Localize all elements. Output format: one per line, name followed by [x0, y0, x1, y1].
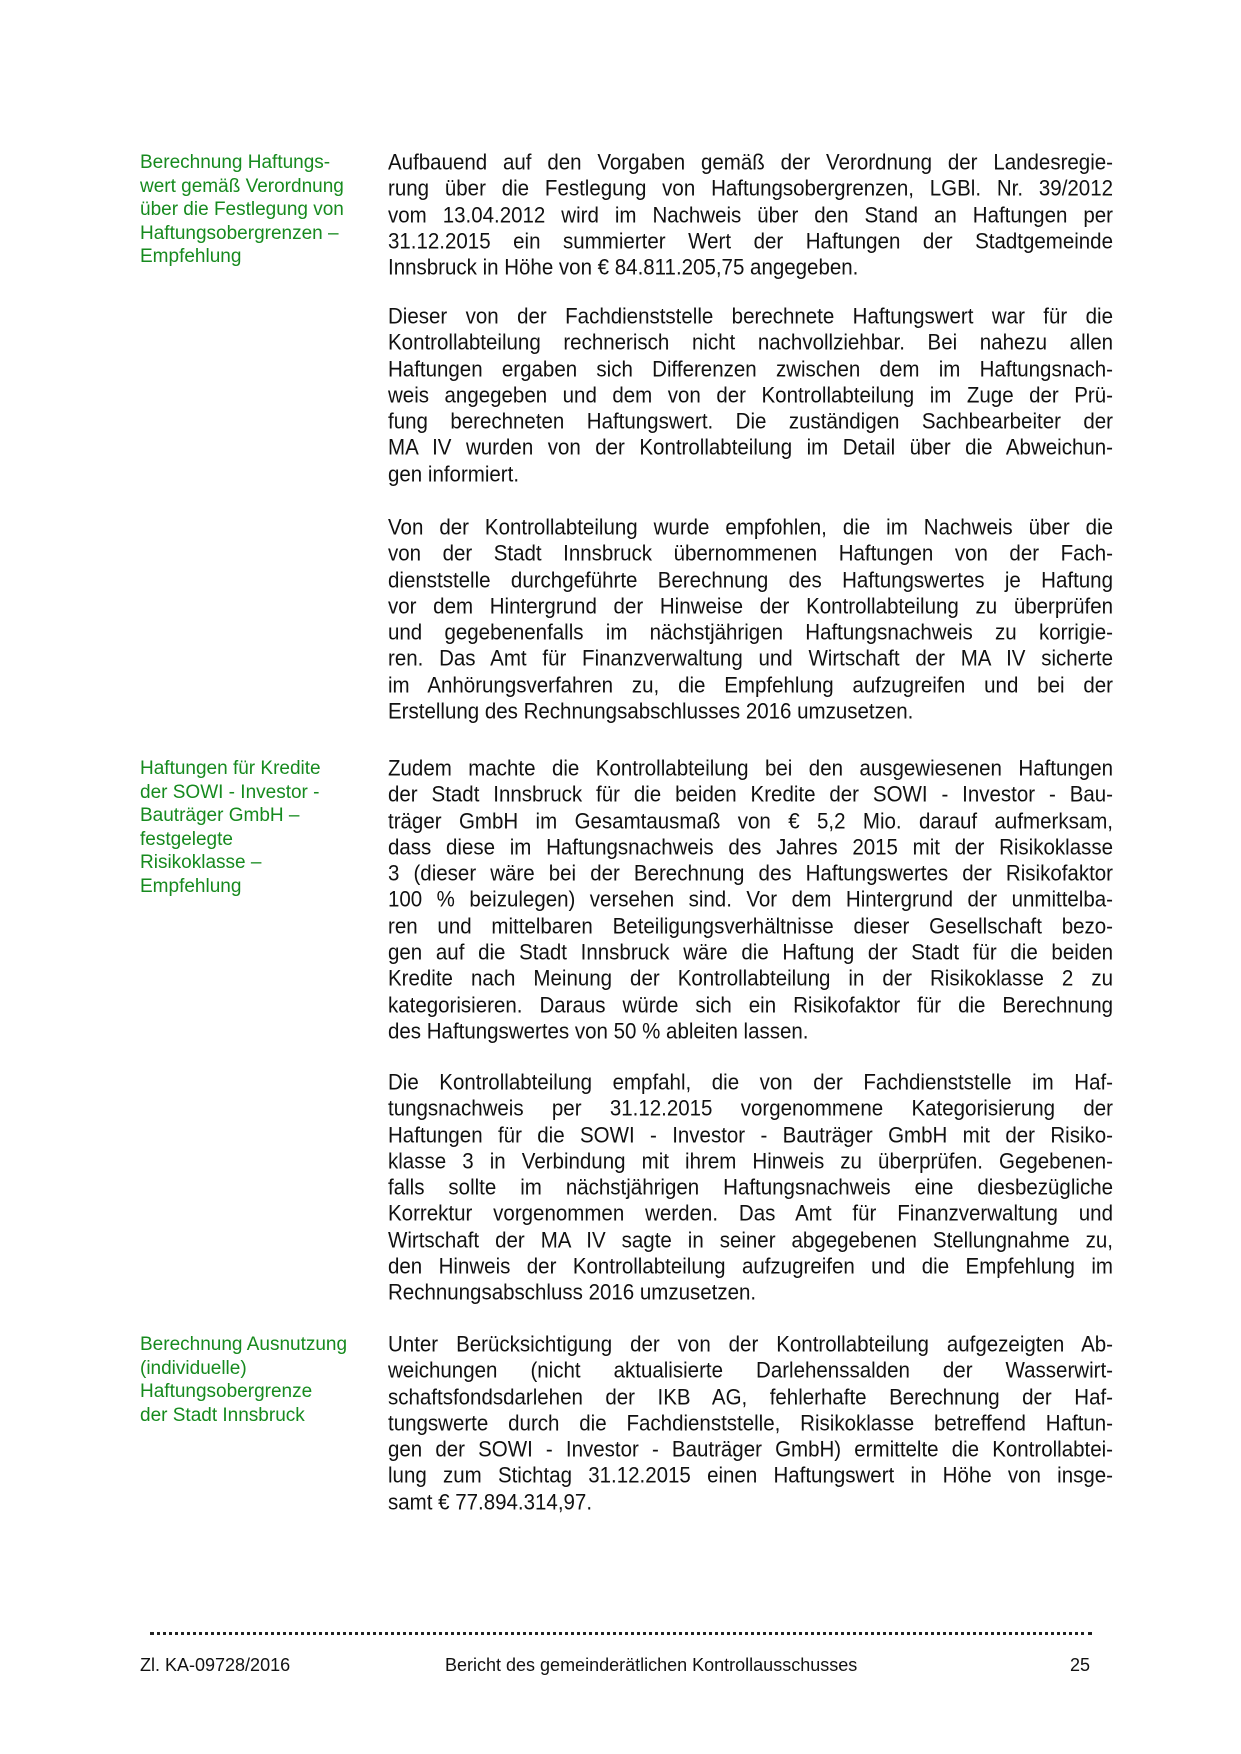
side-heading-line: über die Festlegung von: [140, 199, 344, 220]
side-heading-line: Haftungen für Kredite: [140, 758, 321, 779]
paragraph-line: falls sollte im nächstjährigen Haftungsnachweis eine diesbezügliche: [388, 1175, 1113, 1201]
paragraph-line: und gegebenenfalls im nächstjährigen Haftungsnachweis zu korrigie-: [388, 620, 1113, 646]
paragraph-line: MA IV wurden von der Kontrollabteilung im Detail über die Abweichun-: [388, 435, 1113, 461]
side-heading-line: Haftungsobergrenze: [140, 1381, 313, 1402]
side-heading: [140, 151, 380, 269]
paragraph-line: 31.12.2015 ein summierter Wert der Haftungen der Stadtgemeinde: [388, 228, 1113, 254]
footer-divider: [150, 1628, 1092, 1635]
paragraph-line: ren und mittelbaren Beteiligungsverhältnisse dieser Gesellschaft bezo-: [388, 913, 1113, 939]
paragraph-line: weichungen (nicht aktualisierte Darlehenssalden der Wasserwirt-: [388, 1358, 1113, 1384]
side-heading-line: Risikoklasse –: [140, 852, 262, 873]
paragraph-line: vor dem Hintergrund der Hinweise der Kontrollabteilung zu überprüfen: [388, 593, 1113, 619]
side-heading-line: Bauträger GmbH –: [140, 805, 300, 826]
side-heading: [140, 757, 380, 898]
paragraph-line: Unter Berücksichtigung der von der Kontrollabteilung aufgezeigten Ab-: [388, 1331, 1113, 1357]
footer-title: Bericht des gemeinderätlichen Kontrollausschusses: [445, 1655, 858, 1675]
paragraph-line: den Hinweis der Kontrollabteilung aufzugreifen und die Empfehlung im: [388, 1254, 1113, 1279]
paragraph-line: dienststelle durchgeführte Berechnung des Haftungswertes je Haftung: [388, 567, 1113, 593]
paragraph-line: Kredite nach Meinung der Kontrollabteilung in der Risikoklasse 2 zu: [388, 966, 1113, 992]
paragraph-line: klasse 3 in Verbindung mit ihrem Hinweis zu überprüfen. Gegebenen-: [388, 1148, 1113, 1174]
paragraph-line: gen informiert.: [388, 461, 520, 487]
paragraph-line: Haftungen für die SOWI - Investor - Bauträger GmbH mit der Risiko-: [388, 1122, 1113, 1148]
paragraph-line: Kontrollabteilung rechnerisch nicht nachvollziehbar. Bei nahezu allen: [388, 330, 1113, 356]
paragraph-line: tungsnachweis per 31.12.2015 vorgenommene Kategorisierung der: [388, 1096, 1113, 1122]
body-paragraph: [388, 1071, 1113, 1308]
paragraph-line: 100 % beizulegen) versehen sind. Vor dem Hintergrund der unmittelba-: [388, 887, 1113, 913]
side-heading-line: festgelegte: [140, 828, 233, 850]
side-heading-line: wert gemäß Verordnung: [140, 175, 344, 197]
side-heading-line: Haftungsobergrenzen –: [140, 222, 339, 244]
side-heading-line: Empfehlung: [140, 875, 242, 897]
body-paragraph: [388, 757, 1113, 1046]
paragraph-line: Haftungen ergaben sich Differenzen zwischen dem im Haftungsnach-: [388, 356, 1113, 382]
body-paragraph: [388, 305, 1113, 489]
side-heading-line: Berechnung Ausnutzung: [140, 1334, 348, 1355]
paragraph-line: ren. Das Amt für Finanzverwaltung und Wirtschaft der MA IV sicherte: [388, 646, 1113, 672]
paragraph-line: Von der Kontrollabteilung wurde empfohlen, die im Nachweis über die: [388, 514, 1113, 540]
paragraph-line: der Stadt Innsbruck für die beiden Kredite der SOWI - Investor - Bau-: [388, 782, 1113, 808]
paragraph-line: Aufbauend auf den Vorgaben gemäß der Verordnung der Landesregie-: [388, 149, 1113, 175]
body-paragraph: [388, 1333, 1113, 1517]
side-heading-line: Berechnung Haftungs-: [140, 152, 331, 173]
paragraph-line: weis angegeben und dem von der Kontrollabteilung im Zuge der Prü-: [388, 382, 1113, 408]
paragraph-line: im Anhörungsverfahren zu, die Empfehlung aufzugreifen und bei der: [388, 672, 1113, 698]
side-heading-line: Empfehlung: [140, 246, 242, 267]
footer-reference: Zl. KA-09728/2016: [140, 1655, 291, 1675]
side-heading: [140, 1333, 380, 1427]
paragraph-line: Dieser von der Fachdienststelle berechnete Haftungswert war für die: [388, 303, 1113, 329]
paragraph-line: dass diese im Haftungsnachweis des Jahres 2015 mit der Risikoklasse: [388, 834, 1113, 860]
paragraph-line: schaftsfondsdarlehen der IKB AG, fehlerhafte Berechnung der Haf-: [388, 1384, 1113, 1410]
body-paragraph: [388, 516, 1113, 726]
side-heading-line: der SOWI - Investor -: [140, 781, 320, 803]
paragraph-line: des Haftungswertes von 50 % ableiten lassen.: [388, 1018, 809, 1044]
paragraph-line: Korrektur vorgenommen werden. Das Amt für Finanzverwaltung und: [388, 1201, 1113, 1227]
paragraph-line: Innsbruck in Höhe von € 84.811.205,75 angegeben.: [388, 255, 859, 281]
paragraph-line: 3 (dieser wäre bei der Berechnung des Haftungswertes der Risikofaktor: [388, 861, 1113, 887]
body-paragraph: [388, 151, 1113, 282]
paragraph-line: von der Stadt Innsbruck übernommenen Haftungen von der Fach-: [388, 541, 1113, 567]
paragraph-line: rung über die Festlegung von Haftungsobergrenzen, LGBl. Nr. 39/2012: [388, 176, 1113, 202]
paragraph-line: Rechnungsabschluss 2016 umzusetzen.: [388, 1280, 757, 1306]
paragraph-line: Zudem machte die Kontrollabteilung bei den ausgewiesenen Haftungen: [388, 755, 1113, 781]
side-heading-line: (individuelle): [140, 1357, 247, 1379]
paragraph-line: samt € 77.894.314,97.: [388, 1489, 593, 1515]
paragraph-line: gen der SOWI - Investor - Bauträger GmbH) ermittelte die Kontrollabtei-: [388, 1437, 1113, 1463]
paragraph-line: fung berechneten Haftungswert. Die zuständigen Sachbearbeiter der: [388, 409, 1113, 435]
paragraph-line: kategorisieren. Daraus würde sich ein Risikofaktor für die Berechnung: [388, 992, 1113, 1018]
footer-page-number: 25: [1070, 1655, 1091, 1675]
paragraph-line: Wirtschaft der MA IV sagte in seiner abgegebenen Stellungnahme zu,: [388, 1227, 1113, 1253]
paragraph-line: tungswerte durch die Fachdienststelle, Risikoklasse betreffend Haftun-: [388, 1410, 1113, 1436]
paragraph-line: lung zum Stichtag 31.12.2015 einen Haftungswert in Höhe von insge-: [388, 1463, 1113, 1489]
paragraph-line: Erstellung des Rechnungsabschlusses 2016 umzusetzen.: [388, 699, 914, 724]
side-heading-line: der Stadt Innsbruck: [140, 1404, 305, 1426]
paragraph-line: vom 13.04.2012 wird im Nachweis über den Stand an Haftungen per: [388, 202, 1113, 228]
paragraph-line: träger GmbH im Gesamtausmaß von € 5,2 Mio. darauf aufmerksam,: [388, 808, 1113, 834]
paragraph-line: Die Kontrollabteilung empfahl, die von der Fachdienststelle im Haf-: [388, 1069, 1113, 1095]
paragraph-line: gen auf die Stadt Innsbruck wäre die Haftung der Stadt für die beiden: [388, 940, 1113, 965]
